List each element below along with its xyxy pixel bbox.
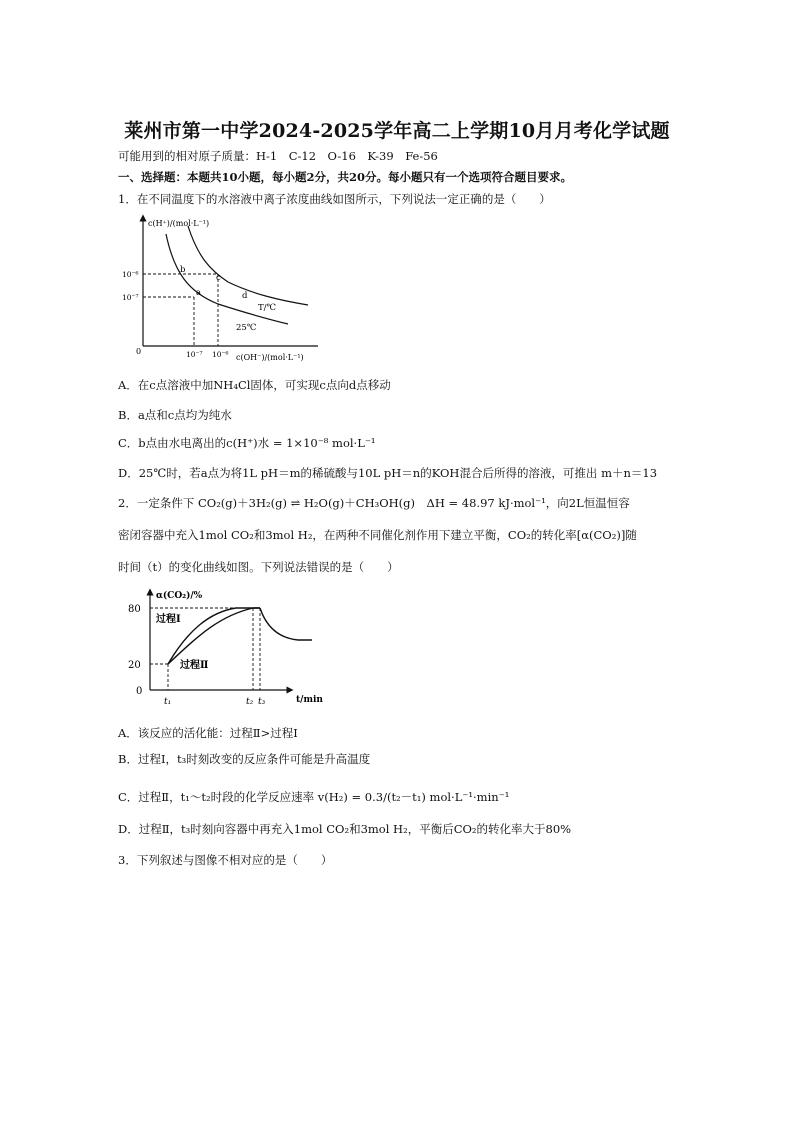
q2-ytick: 20: [128, 660, 141, 671]
section-heading: 一、选择题：本题共10小题，每小题2分，共20分。每小题只有一个选项符合题目要求。: [118, 170, 573, 184]
q1-xlabel: c(OH⁻)/(mol·L⁻¹): [236, 353, 304, 362]
q1-xtick: 10⁻⁷: [186, 350, 203, 359]
q1-ytick: 10⁻⁷: [122, 293, 139, 302]
q2-option-d: D．过程Ⅱ，t₃时刻向容器中再充入1mol CO₂和3mol H₂，平衡后CO₂的转化率大于80%: [118, 822, 572, 836]
q1-point-b: b: [180, 265, 186, 275]
q2-conversion-graph: [118, 586, 343, 712]
q1-point-d: d: [242, 291, 248, 301]
q1-ion-concentration-graph: [118, 212, 338, 370]
q1-ylabel: c(H⁺)/(mol·L⁻¹): [148, 219, 210, 228]
q1-curve-t-label: T/℃: [258, 303, 277, 313]
q2-xtick: t₂: [246, 697, 254, 707]
q2-ytick: 80: [128, 604, 141, 615]
q2-ytick: 0: [136, 686, 143, 697]
q1-ytick: 10⁻⁶: [122, 270, 139, 279]
q1-point-a: a: [196, 288, 202, 298]
q2-option-b: B．过程Ⅰ，t₃时刻改变的反应条件可能是升高温度: [118, 752, 371, 766]
q1-option-c: C．b点由水电离出的c(H⁺)水 = 1×10⁻⁸ mol·L⁻¹: [118, 436, 376, 450]
q1-stem: 1．在不同温度下的水溶液中离子浓度曲线如图所示，下列说法一定正确的是（ ）: [118, 192, 551, 206]
q2-ylabel: α(CO₂)/%: [156, 591, 203, 601]
q2-xlabel: t/min: [296, 695, 323, 705]
q2-label-process2: 过程Ⅱ: [180, 660, 209, 671]
q2-option-c: C．过程Ⅱ，t₁～t₂时段的化学反应速率 v(H₂) = 0.3/(t₂－t₁) mol·L⁻¹·min⁻¹: [118, 790, 510, 804]
q1-curve-25-label: 25℃: [236, 323, 257, 333]
q1-curve-t: [188, 226, 308, 305]
q3-stem: 3．下列叙述与图像不相对应的是（ ）: [118, 853, 333, 867]
q1-xtick: 10⁻⁶: [212, 350, 229, 359]
q2-curve-process2: [168, 608, 260, 664]
q2-stem-line1: 2．一定条件下 CO₂(g)＋3H₂(g) ⇌ H₂O(g)＋CH₃OH(g) ΔH = 48.97 kJ·mol⁻¹，向2L恒温恒容: [118, 496, 630, 510]
q2-option-a: A．该反应的活化能：过程Ⅱ>过程Ⅰ: [118, 726, 298, 740]
q2-xtick: t₃: [258, 697, 266, 707]
q2-stem-line2: 密闭容器中充入1mol CO₂和3mol H₂，在两种不同催化剂作用下建立平衡，CO₂的转化率[α(CO₂)]随: [118, 528, 637, 542]
q2-label-process1: 过程Ⅰ: [156, 614, 181, 625]
q2-xtick: t₁: [164, 697, 172, 707]
page-title: 莱州市第一中学2024-2025学年高二上学期10月月考化学试题: [124, 120, 670, 142]
q2-stem-line3: 时间（t）的变化曲线如图。下列说法错误的是（ ）: [118, 560, 399, 574]
atomic-masses: 可能用到的相对原子质量：H-1 C-12 O-16 K-39 Fe-56: [118, 149, 438, 163]
q1-option-b: B．a点和c点均为纯水: [118, 408, 232, 422]
q2-curve-after-t3: [260, 608, 312, 640]
q1-point-c: c: [216, 273, 221, 283]
q1-option-d: D．25℃时，若a点为将1L pH＝m的稀硫酸与10L pH＝n的KOH混合后所得的溶液，可推出 m＋n＝13: [118, 466, 658, 480]
q1-origin: 0: [136, 347, 142, 356]
q2-curve-process1: [168, 608, 260, 664]
q1-option-a: A．在c点溶液中加NH₄Cl固体，可实现c点向d点移动: [118, 378, 391, 392]
